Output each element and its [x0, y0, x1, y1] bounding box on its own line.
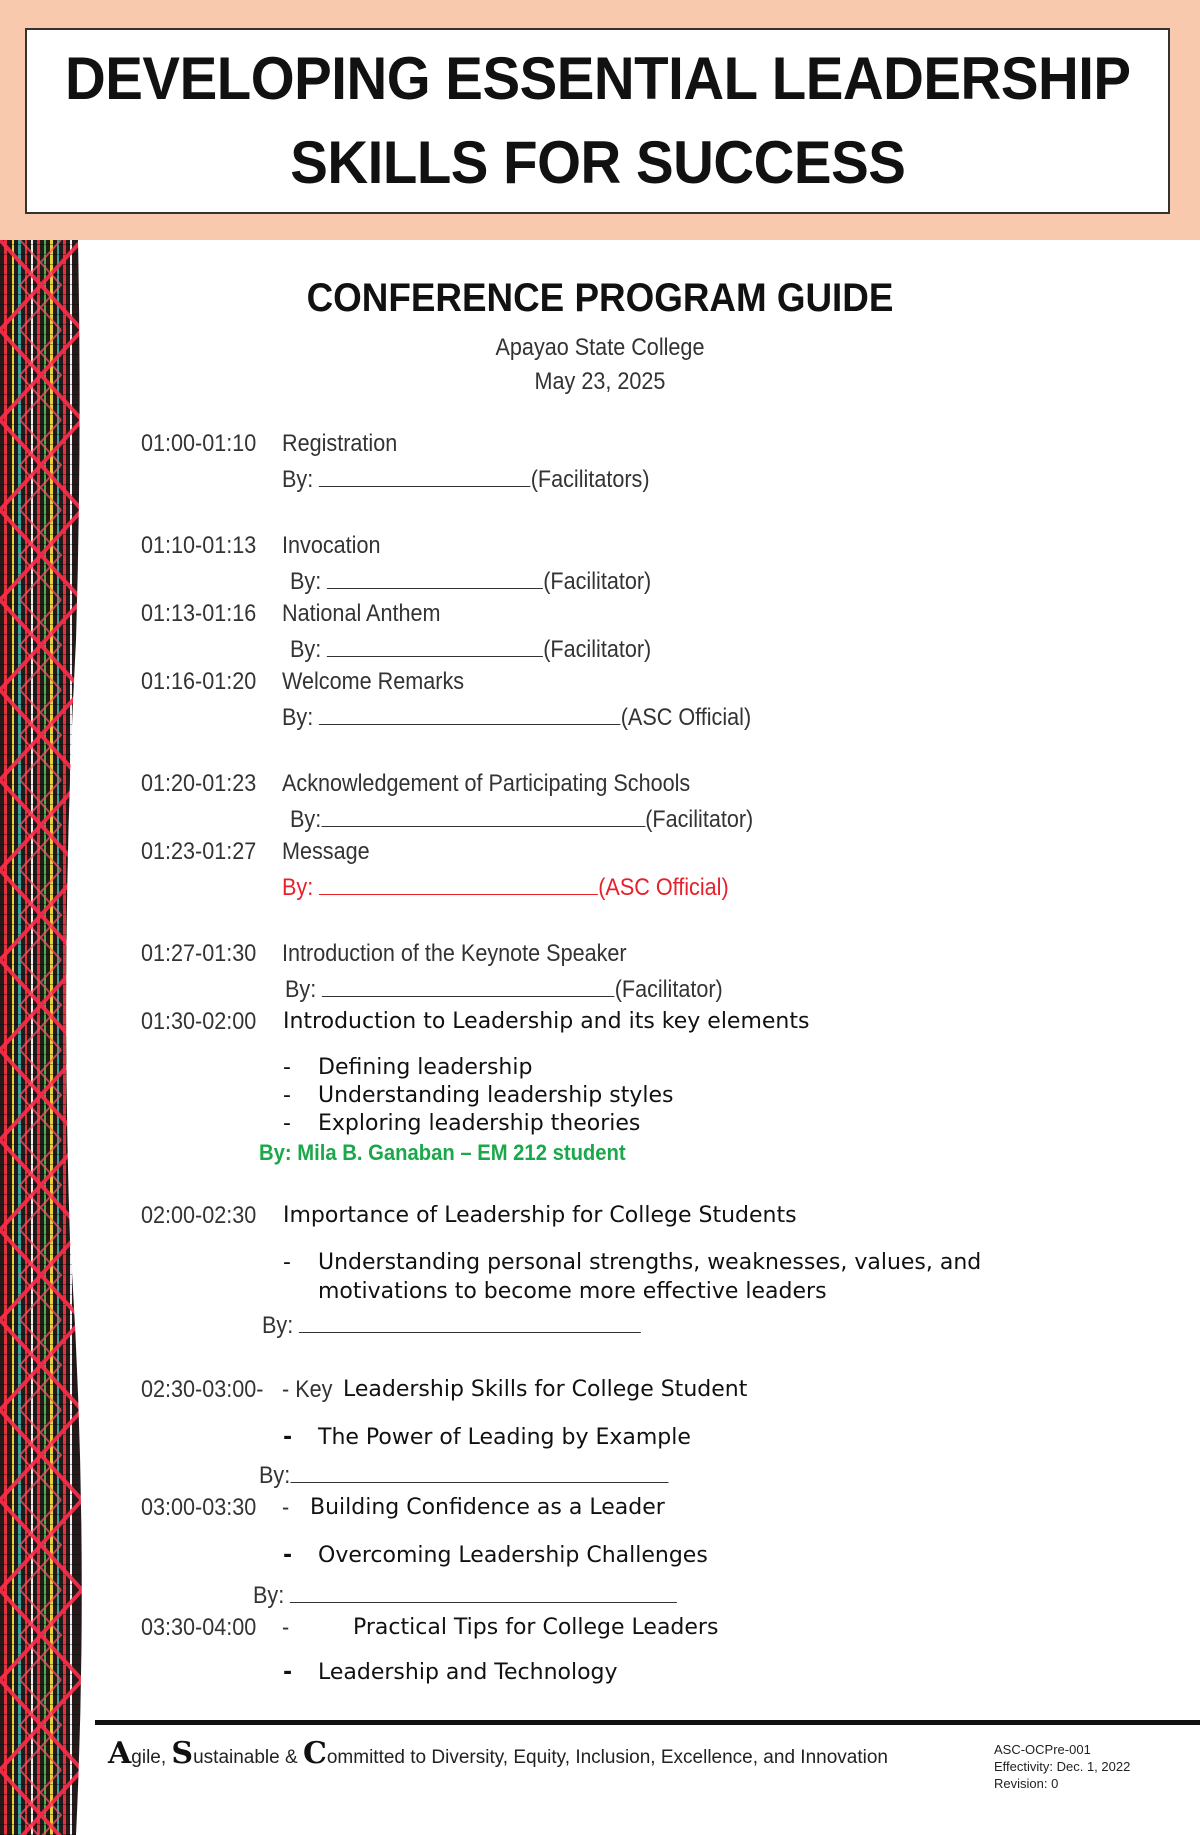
bullet-dash: - — [283, 1543, 293, 1568]
document-control-info — [994, 1741, 1130, 1792]
role-registration: (Facilitators) — [530, 466, 650, 493]
name-blank — [319, 464, 531, 487]
footer-rule — [95, 1720, 1200, 1725]
bullet-leading-example: The Power of Leading by Example — [318, 1425, 691, 1450]
time-tips: 03:30-04:00 — [141, 1614, 257, 1641]
by-keynote-intro: By: (Facilitator) — [285, 976, 723, 1003]
bullet-technology: Leadership and Technology — [318, 1660, 618, 1685]
key-skills-prefix: - Key — [282, 1376, 333, 1403]
activity-keynote-intro: Introduction of the Keynote Speaker — [282, 940, 627, 967]
title-line-2: SKILLS FOR SUCCESS — [289, 129, 906, 196]
bullet-dash: - — [283, 1425, 293, 1450]
name-blank — [290, 1580, 677, 1603]
bullet-strengths-line1: Understanding personal strengths, weaknesses, values, and — [318, 1250, 982, 1275]
activity-intro-leadership: Introduction to Leadership and its key elements — [283, 1009, 810, 1034]
activity-anthem: National Anthem — [282, 600, 441, 627]
by-welcome: By: (ASC Official) — [282, 704, 752, 731]
activity-welcome: Welcome Remarks — [282, 668, 465, 695]
name-blank — [290, 1460, 668, 1483]
guide-title: CONFERENCE PROGRAM GUIDE — [306, 276, 894, 320]
by-confidence: By: — [253, 1580, 677, 1610]
dash: - — [282, 1614, 290, 1641]
name-blank — [321, 804, 645, 827]
dash: - — [282, 1494, 290, 1521]
by-registration: By: (Facilitators) — [282, 466, 650, 493]
name-blank — [327, 566, 543, 589]
time-invocation: 01:10-01:13 — [141, 532, 257, 559]
name-blank — [319, 872, 598, 895]
name-blank — [327, 634, 543, 657]
time-registration: 01:00-01:10 — [141, 430, 257, 457]
activity-registration: Registration — [282, 430, 398, 457]
by-message: By: (ASC Official) — [282, 874, 729, 901]
doc-code: ASC-OCPre-001 — [994, 1742, 1091, 1757]
bullet-styles: Understanding leadership styles — [318, 1083, 674, 1108]
name-blank — [322, 974, 614, 997]
name-blank — [319, 702, 620, 725]
time-welcome: 01:16-01:20 — [141, 668, 257, 695]
activity-importance: Importance of Leadership for College Students — [283, 1203, 797, 1228]
bullet-strengths-line2: motivations to become more effective leaders — [318, 1279, 827, 1304]
bullet-dash: - — [283, 1111, 291, 1136]
by-anthem: By: (Facilitator) — [290, 636, 652, 663]
time-acknowledgement: 01:20-01:23 — [141, 770, 257, 797]
time-importance: 02:00-02:30 — [141, 1202, 257, 1229]
time-message: 01:23-01:27 — [141, 838, 257, 865]
doc-revision: Revision: 0 — [994, 1776, 1059, 1791]
activity-tips: Practical Tips for College Leaders — [353, 1615, 719, 1640]
school-name: Apayao State College — [495, 334, 705, 361]
by-acknowledgement: By: (Facilitator) — [290, 806, 754, 833]
activity-invocation: Invocation — [282, 532, 381, 559]
event-date: May 23, 2025 — [534, 368, 666, 395]
activity-confidence: Building Confidence as a Leader — [310, 1495, 665, 1520]
bullet-challenges: Overcoming Leadership Challenges — [318, 1543, 708, 1568]
time-key-skills: 02:30-03:00- — [141, 1376, 264, 1403]
doc-effectivity: Effectivity: Dec. 1, 2022 — [994, 1759, 1131, 1774]
bullet-dash: - — [283, 1660, 293, 1685]
bullet-dash: - — [283, 1250, 291, 1275]
by-key-skills: By: — [259, 1460, 668, 1490]
time-confidence: 03:00-03:30 — [141, 1494, 257, 1521]
activity-key-skills: Leadership Skills for College Student — [343, 1377, 748, 1402]
bullet-dash: - — [283, 1083, 291, 1108]
name-blank — [299, 1310, 641, 1333]
bullet-dash: - — [283, 1055, 291, 1080]
activity-message: Message — [282, 838, 370, 865]
time-anthem: 01:13-01:16 — [141, 600, 257, 627]
time-keynote-intro: 01:27-01:30 — [141, 940, 257, 967]
bullet-defining: Defining leadership — [318, 1055, 533, 1080]
institution-motto: Agile, Sustainable & Committed to Diversity, Equity, Inclusion, Excellence, and Innovation — [108, 1736, 888, 1771]
title-line-1: DEVELOPING ESSENTIAL LEADERSHIP — [64, 45, 1131, 112]
by-importance: By: — [262, 1310, 641, 1340]
time-intro-leadership: 01:30-02:00 — [141, 1008, 257, 1035]
activity-acknowledgement: Acknowledgement of Participating Schools — [282, 770, 691, 797]
speaker-mila: By: Mila B. Ganaban – EM 212 student — [259, 1140, 626, 1165]
by-invocation: By: (Facilitator) — [290, 568, 652, 595]
bullet-theories: Exploring leadership theories — [318, 1111, 641, 1136]
